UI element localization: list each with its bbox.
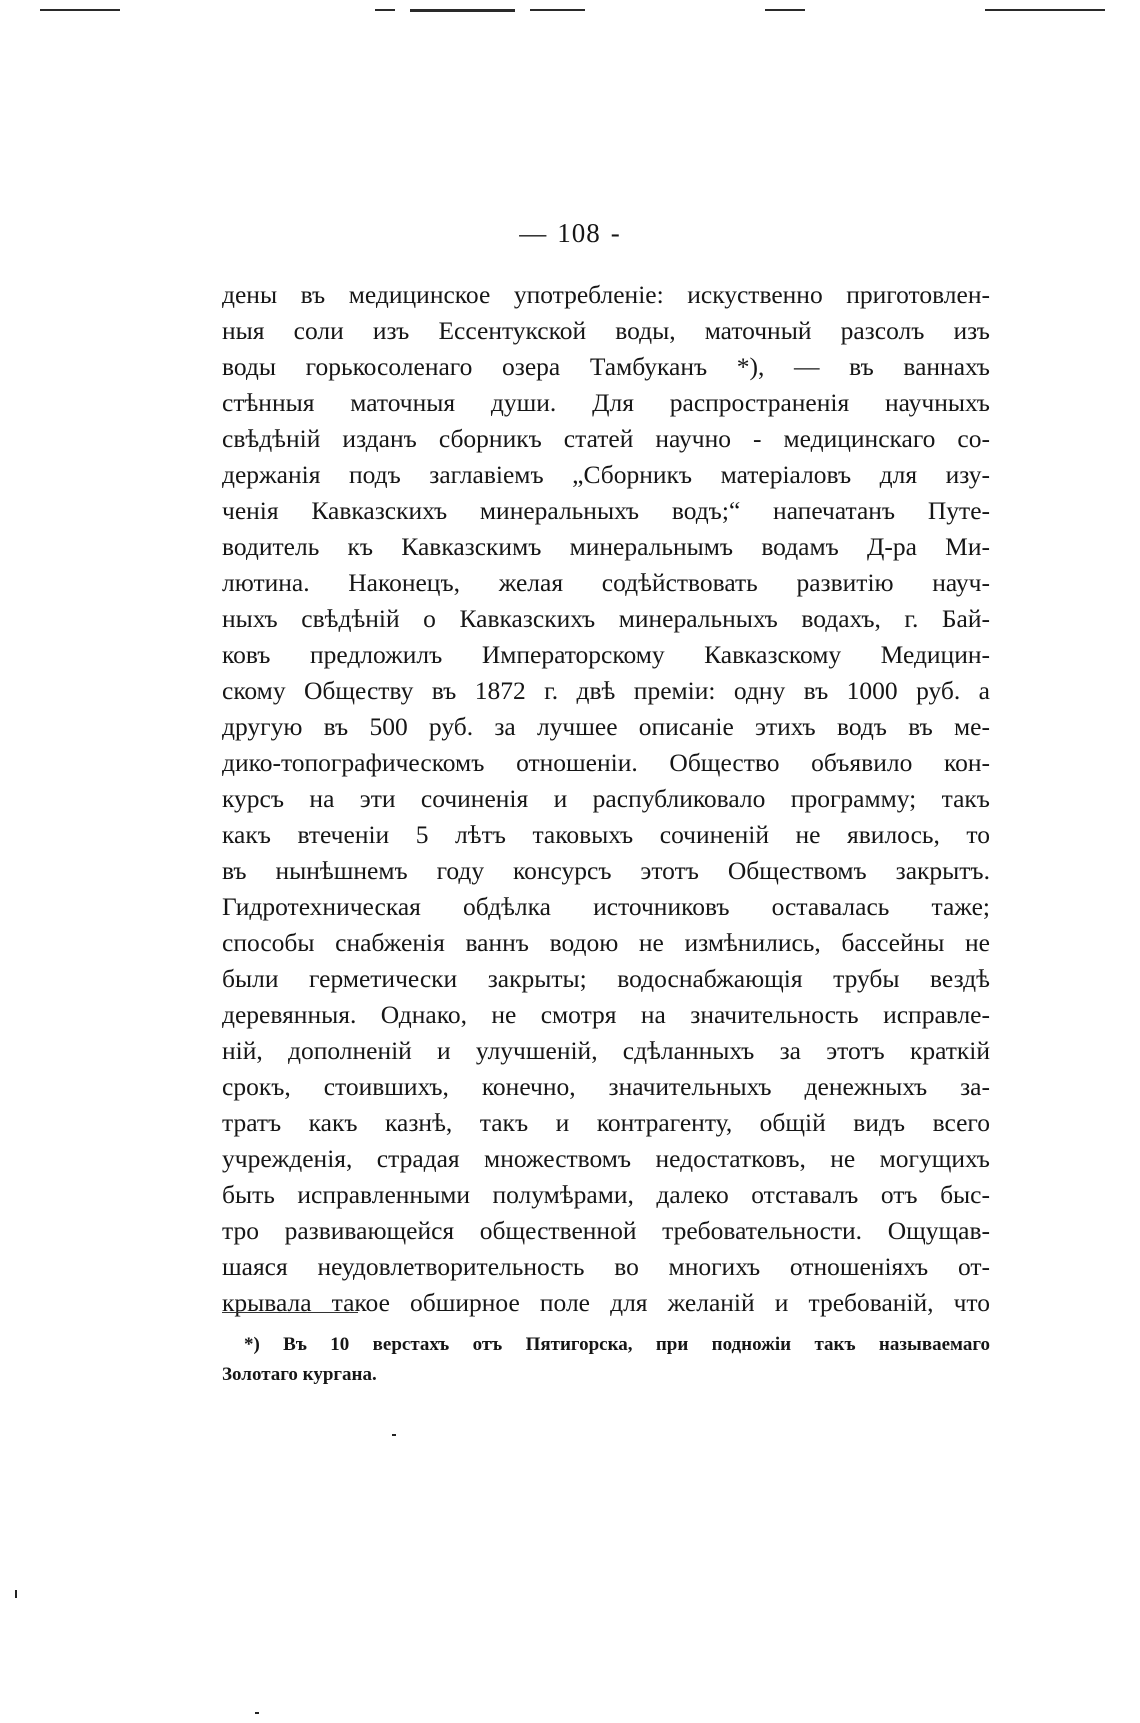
text-line: другую въ 500 руб. за лучшее описаніе этихъ водъ въ ме- [222, 712, 990, 741]
scan-edge-line [765, 9, 805, 11]
text-line: дены въ медицинское употребленіе: искуственно приготовлен- [222, 280, 990, 309]
scan-edge-line [40, 9, 120, 11]
header-dash-right: - [610, 218, 621, 248]
scan-edge-line [410, 9, 515, 12]
text-line: водитель къ Кавказскимъ минеральнымъ водамъ Д-ра Ми- [222, 532, 990, 561]
text-line: ныя соли изъ Ессентукской воды, маточный разсолъ изъ [222, 316, 990, 345]
footnote-separator [222, 1312, 358, 1313]
page-number: 108 [557, 218, 601, 248]
text-line: деревянныя. Однако, не смотря на значительность исправле- [222, 1000, 990, 1029]
scan-speck [15, 1590, 17, 1598]
text-line: воды горькосоленаго озера Тамбуканъ *), — въ ваннахъ [222, 352, 990, 381]
page-header [0, 218, 1140, 249]
text-line: быть исправленными полумѣрами, далеко отставалъ отъ быс- [222, 1180, 990, 1209]
text-line: учрежденія, страдая множествомъ недостатковъ, не могущихъ [222, 1144, 990, 1173]
text-line: ныхъ свѣдѣній о Кавказскихъ минеральныхъ водахъ, г. Бай- [222, 604, 990, 633]
text-line: стѣнныя маточныя души. Для распространенія научныхъ [222, 388, 990, 417]
footnote-line: Золотаго кургана. [222, 1364, 377, 1385]
header-dash-left: — [519, 218, 548, 248]
text-line: крывала такое обширное поле для желаній и требованій, что [222, 1288, 990, 1317]
text-line: ченія Кавказскихъ минеральныхъ водъ;“ напечатанъ Путе- [222, 496, 990, 525]
scan-edge-line [530, 9, 585, 11]
text-line: были герметически закрыты; водоснабжающія трубы вездѣ [222, 964, 990, 993]
body-text [222, 277, 990, 1321]
text-line: какъ втеченіи 5 лѣтъ таковыхъ сочиненій не явилось, то [222, 820, 990, 849]
text-line: дико-топографическомъ отношеніи. Общество объявило кон- [222, 748, 990, 777]
text-line: въ нынѣшнемъ году консурсъ этотъ Обществомъ закрытъ. [222, 856, 990, 885]
text-line: тро развивающейся общественной требовательности. Ощущав- [222, 1216, 990, 1245]
text-line: шаяся неудовлетворительность во многихъ отношеніяхъ от- [222, 1252, 990, 1281]
text-line: срокъ, стоившихъ, конечно, значительныхъ денежныхъ за- [222, 1072, 990, 1101]
text-line: лютина. Наконецъ, желая содѣйствовать развитію науч- [222, 568, 990, 597]
scan-edge-line [375, 9, 395, 11]
text-line: держанія подъ заглавіемъ „Сборникъ матеріаловъ для изу- [222, 460, 990, 489]
text-line: тратъ какъ казнѣ, такъ и контрагенту, общій видъ всего [222, 1108, 990, 1137]
text-line: курсъ на эти сочиненія и распубликовало программу; такъ [222, 784, 990, 813]
scan-speck [255, 1712, 259, 1714]
scan-speck [392, 1434, 396, 1436]
text-line: Гидротехническая обдѣлка источниковъ оставалась таже; [222, 892, 990, 921]
text-line: свѣдѣній изданъ сборникъ статей научно - медицинскаго со- [222, 424, 990, 453]
text-line: ковъ предложилъ Императорскому Кавказскому Медицин- [222, 640, 990, 669]
scan-edge-line [985, 9, 1105, 11]
text-line: способы снабженія ваннъ водою не измѣнились, бассейны не [222, 928, 990, 957]
text-line: скому Обществу въ 1872 г. двѣ преміи: одну въ 1000 руб. а [222, 676, 990, 705]
footnote [222, 1330, 990, 1390]
footnote-line: *) Въ 10 верстахъ отъ Пятигорска, при подножіи такъ называемаго [244, 1334, 990, 1355]
text-line: ній, дополненій и улучшеній, сдѣланныхъ за этотъ краткій [222, 1036, 990, 1065]
